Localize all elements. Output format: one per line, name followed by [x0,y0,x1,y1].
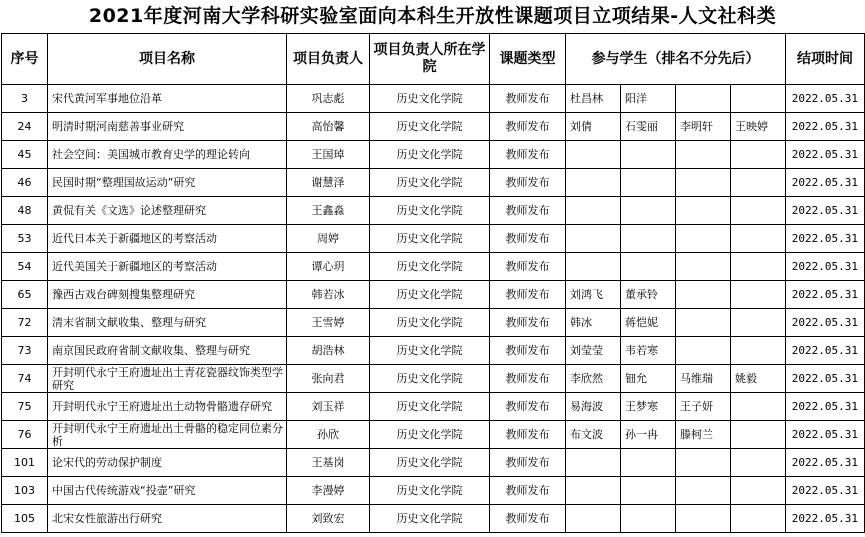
cell-student [731,393,786,421]
cell-type: 教师发布 [490,281,566,309]
cell-student: 姚毅 [731,365,786,393]
cell-end-date: 2022.05.31 [786,85,865,113]
cell-student: 李明轩 [676,113,731,141]
cell-student: 王梦寒 [621,393,676,421]
cell-student: 王子妍 [676,393,731,421]
cell-student: 易海波 [566,393,621,421]
table-row [2,281,865,309]
cell-no: 46 [2,169,48,197]
cell-college: 历史文化学院 [370,281,490,309]
cell-project-name: 宋代黄河军事地位沿革 [48,85,287,113]
cell-student [731,477,786,505]
cell-college: 历史文化学院 [370,421,490,449]
cell-student [621,225,676,253]
cell-college: 历史文化学院 [370,253,490,281]
cell-project-name: 近代日本关于新疆地区的考察活动 [48,225,287,253]
cell-project-name: 论宋代的劳动保护制度 [48,449,287,477]
cell-student [676,225,731,253]
cell-student [566,477,621,505]
cell-project-name: 南京国民政府省制文献收集、整理与研究 [48,337,287,365]
cell-college: 历史文化学院 [370,141,490,169]
cell-type: 教师发布 [490,505,566,533]
cell-no: 75 [2,393,48,421]
header-name: 项目名称 [48,34,287,85]
cell-student [676,141,731,169]
cell-student: 韩冰 [566,309,621,337]
cell-student [621,169,676,197]
cell-end-date: 2022.05.31 [786,477,865,505]
table-row [2,393,865,421]
cell-end-date: 2022.05.31 [786,113,865,141]
table-row [2,309,865,337]
cell-student: 石雯丽 [621,113,676,141]
cell-project-name: 豫西古戏台碑刻搜集整理研究 [48,281,287,309]
cell-student [676,477,731,505]
cell-student [731,197,786,225]
cell-end-date: 2022.05.31 [786,141,865,169]
cell-project-name: 明清时期河南慈善事业研究 [48,113,287,141]
cell-no: 24 [2,113,48,141]
cell-end-date: 2022.05.31 [786,449,865,477]
header-students: 参与学生（排名不分先后） [566,34,786,85]
cell-student [676,85,731,113]
cell-student [621,449,676,477]
cell-college: 历史文化学院 [370,113,490,141]
cell-no: 72 [2,309,48,337]
table-body [2,85,865,533]
cell-no: 48 [2,197,48,225]
cell-student [731,449,786,477]
cell-project-name: 开封明代永宁王府遗址出土动物骨骼遗存研究 [48,393,287,421]
cell-no: 65 [2,281,48,309]
table-row [2,477,865,505]
cell-type: 教师发布 [490,141,566,169]
cell-project-name: 民国时期“整理国故运动”研究 [48,169,287,197]
table-row [2,505,865,533]
cell-student [676,281,731,309]
cell-student: 马维瑞 [676,365,731,393]
results-table [1,33,865,533]
cell-end-date: 2022.05.31 [786,421,865,449]
cell-leader: 王国琸 [287,141,370,169]
cell-end-date: 2022.05.31 [786,393,865,421]
cell-student: 刘倩 [566,113,621,141]
cell-leader: 孙欣 [287,421,370,449]
cell-student [731,337,786,365]
cell-student [621,253,676,281]
cell-project-name: 开封明代永宁王府遗址出土骨骼的稳定同位素分析 [48,421,287,449]
cell-student [731,225,786,253]
cell-type: 教师发布 [490,253,566,281]
cell-student [731,85,786,113]
cell-student: 滕柯兰 [676,421,731,449]
header-leader: 项目负责人 [287,34,370,85]
cell-student [566,253,621,281]
cell-student [731,253,786,281]
cell-leader: 王基岗 [287,449,370,477]
cell-project-name: 北宋女性旅游出行研究 [48,505,287,533]
cell-end-date: 2022.05.31 [786,281,865,309]
cell-no: 54 [2,253,48,281]
cell-student: 王映婷 [731,113,786,141]
table-row [2,225,865,253]
header-row [2,34,865,85]
cell-student: 韦若寒 [621,337,676,365]
cell-leader: 张向君 [287,365,370,393]
cell-student [566,505,621,533]
cell-student [731,281,786,309]
table-row [2,365,865,393]
cell-student [676,505,731,533]
cell-type: 教师发布 [490,337,566,365]
cell-type: 教师发布 [490,169,566,197]
cell-student [621,141,676,169]
cell-leader: 巩志彪 [287,85,370,113]
cell-college: 历史文化学院 [370,393,490,421]
table-row [2,113,865,141]
cell-type: 教师发布 [490,477,566,505]
table-row [2,421,865,449]
cell-type: 教师发布 [490,449,566,477]
cell-student [676,337,731,365]
cell-student: 李欣然 [566,365,621,393]
cell-end-date: 2022.05.31 [786,337,865,365]
cell-end-date: 2022.05.31 [786,169,865,197]
cell-student: 刘鸿飞 [566,281,621,309]
cell-leader: 刘致宏 [287,505,370,533]
cell-college: 历史文化学院 [370,85,490,113]
cell-project-name: 开封明代永宁王府遗址出土青花瓷器纹饰类型学研究 [48,365,287,393]
cell-end-date: 2022.05.31 [786,253,865,281]
cell-student [676,169,731,197]
cell-type: 教师发布 [490,309,566,337]
cell-college: 历史文化学院 [370,337,490,365]
cell-project-name: 社会空间：美国城市教育史学的理论转向 [48,141,287,169]
cell-student [676,253,731,281]
cell-student [566,449,621,477]
cell-college: 历史文化学院 [370,449,490,477]
cell-student [731,421,786,449]
cell-leader: 李漫婷 [287,477,370,505]
cell-leader: 周婷 [287,225,370,253]
cell-student [566,141,621,169]
cell-student [731,169,786,197]
cell-college: 历史文化学院 [370,477,490,505]
cell-college: 历史文化学院 [370,197,490,225]
table-row [2,85,865,113]
header-college: 项目负责人所在学院 [370,34,490,85]
cell-college: 历史文化学院 [370,225,490,253]
cell-end-date: 2022.05.31 [786,505,865,533]
table-row [2,337,865,365]
cell-student [731,141,786,169]
cell-student [566,225,621,253]
page-title: 2021年度河南大学科研实验室面向本科生开放性课题项目立项结果-人文社科类 [88,5,777,27]
cell-no: 73 [2,337,48,365]
cell-student [621,505,676,533]
cell-leader: 谢慧泽 [287,169,370,197]
cell-end-date: 2022.05.31 [786,197,865,225]
cell-project-name: 黄侃有关《文选》论述整理研究 [48,197,287,225]
cell-leader: 胡浩林 [287,337,370,365]
cell-student [676,197,731,225]
cell-no: 45 [2,141,48,169]
cell-student: 杜昌林 [566,85,621,113]
cell-college: 历史文化学院 [370,365,490,393]
cell-project-name: 中国古代传统游戏“投壶”研究 [48,477,287,505]
cell-project-name: 近代美国关于新疆地区的考察活动 [48,253,287,281]
cell-end-date: 2022.05.31 [786,225,865,253]
cell-college: 历史文化学院 [370,169,490,197]
header-end: 结项时间 [786,34,865,85]
cell-no: 53 [2,225,48,253]
table-row [2,169,865,197]
cell-student: 钿允 [621,365,676,393]
cell-type: 教师发布 [490,365,566,393]
cell-type: 教师发布 [490,85,566,113]
cell-type: 教师发布 [490,421,566,449]
cell-type: 教师发布 [490,197,566,225]
table-row [2,253,865,281]
cell-college: 历史文化学院 [370,309,490,337]
cell-type: 教师发布 [490,225,566,253]
cell-project-name: 清末省制文献收集、整理与研究 [48,309,287,337]
header-no: 序号 [2,34,48,85]
cell-student [566,197,621,225]
cell-student: 蒋恺妮 [621,309,676,337]
cell-no: 76 [2,421,48,449]
cell-student [621,197,676,225]
cell-college: 历史文化学院 [370,505,490,533]
cell-student: 阳洋 [621,85,676,113]
cell-no: 3 [2,85,48,113]
cell-student: 董承铃 [621,281,676,309]
cell-student: 布文波 [566,421,621,449]
cell-leader: 谭心玥 [287,253,370,281]
table-row [2,197,865,225]
cell-student [731,505,786,533]
cell-student [731,309,786,337]
header-type: 课题类型 [490,34,566,85]
cell-end-date: 2022.05.31 [786,365,865,393]
cell-student [621,477,676,505]
cell-student [676,309,731,337]
cell-leader: 刘玉祥 [287,393,370,421]
cell-leader: 王雪婷 [287,309,370,337]
cell-type: 教师发布 [490,393,566,421]
cell-end-date: 2022.05.31 [786,309,865,337]
cell-no: 74 [2,365,48,393]
cell-student: 刘莹莹 [566,337,621,365]
cell-no: 105 [2,505,48,533]
cell-leader: 高怡馨 [287,113,370,141]
cell-student [566,169,621,197]
cell-type: 教师发布 [490,113,566,141]
cell-student: 孙一冉 [621,421,676,449]
table-row [2,449,865,477]
cell-student [676,449,731,477]
cell-no: 101 [2,449,48,477]
cell-leader: 韩若冰 [287,281,370,309]
cell-no: 103 [2,477,48,505]
table-row [2,141,865,169]
cell-leader: 王鑫淼 [287,197,370,225]
